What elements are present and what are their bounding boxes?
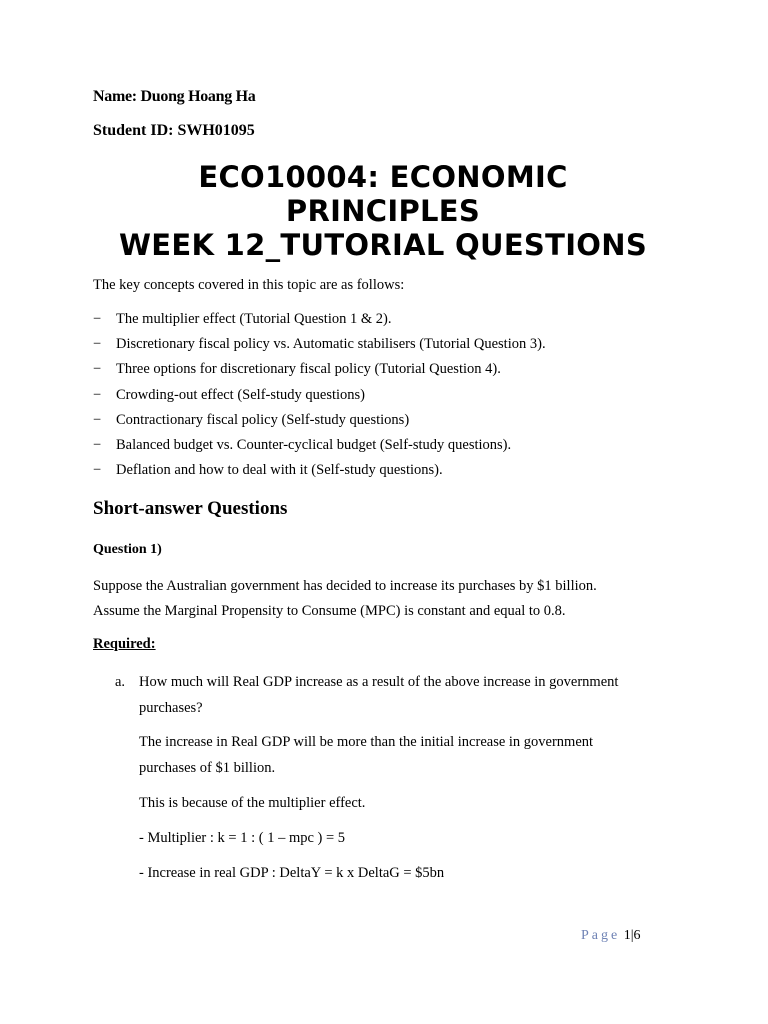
answer-line: - Multiplier : k = 1 : ( 1 – mpc ) = 5: [139, 830, 346, 846]
list-item-text: The multiplier effect (Tutorial Question 1 & 2).: [116, 311, 392, 327]
list-item-text: Three options for discretionary fiscal policy (Tutorial Question 4).: [116, 361, 501, 378]
key-concepts-list: [93, 311, 546, 487]
page-number: 1: [623, 928, 631, 943]
list-item: [93, 387, 546, 412]
bullet-dash: −: [93, 411, 102, 428]
question-text-line-2: Assume the Marginal Propensity to Consume (MPC) is constant and equal to 0.8.: [93, 603, 566, 619]
bullet-dash: −: [93, 336, 102, 353]
title-line-1: ECO10004: ECONOMIC: [198, 160, 568, 194]
question-text-line-1: Suppose the Australian government has decided to increase its purchases by $1 billion.: [93, 578, 597, 594]
answer-line: - Increase in real GDP : DeltaY = k x DeltaG = $5bn: [139, 865, 445, 881]
list-item: [93, 462, 546, 487]
list-item-text: Deflation and how to deal with it (Self-study questions).: [116, 462, 443, 479]
page-word: Page: [581, 928, 621, 943]
document-title: [93, 160, 673, 262]
total-pages: 6: [633, 928, 641, 943]
part-marker: a.: [115, 674, 126, 690]
question-label: Question 1): [93, 542, 162, 557]
question-text: [93, 574, 597, 624]
required-label: Required:: [93, 636, 156, 652]
bullet-dash: −: [93, 361, 102, 378]
answer-line: The increase in Real GDP will be more than the initial increase in government: [139, 734, 594, 750]
part-a-question-text: How much will Real GDP increase as a result of the above increase in government purchases?: [139, 674, 619, 716]
list-item: [93, 336, 546, 361]
intro-text: The key concepts covered in this topic are as follows:: [93, 277, 405, 293]
student-id: Student ID: SWH01095: [93, 122, 255, 139]
list-item: [93, 361, 546, 386]
bullet-dash: −: [93, 462, 102, 479]
list-item-text: Contractionary fiscal policy (Self-study questions): [116, 411, 410, 428]
student-name: Name: Duong Hoang Ha: [93, 88, 256, 105]
list-item-text: Balanced budget vs. Counter-cyclical budget (Self-study questions).: [116, 436, 512, 453]
list-item-text: Crowding-out effect (Self-study questions): [116, 386, 366, 403]
answer-paragraph: [139, 730, 593, 781]
answer-line: This is because of the multiplier effect.: [139, 795, 366, 811]
bullet-dash: −: [93, 311, 102, 327]
list-item: [93, 437, 546, 462]
title-line-3: WEEK 12_TUTORIAL QUESTIONS: [118, 228, 647, 262]
list-item: [93, 412, 546, 437]
answer-line: purchases of $1 billion.: [139, 759, 276, 776]
bullet-dash: −: [93, 386, 102, 403]
list-item-text: Discretionary fiscal policy vs. Automatic stabilisers (Tutorial Question 3).: [116, 336, 546, 353]
list-item: [93, 311, 546, 336]
section-heading: Short-answer Questions: [93, 498, 288, 519]
title-line-2: PRINCIPLES: [285, 194, 481, 228]
page-footer: [581, 928, 641, 944]
page-separator: |: [630, 928, 634, 943]
bullet-dash: −: [93, 436, 102, 453]
